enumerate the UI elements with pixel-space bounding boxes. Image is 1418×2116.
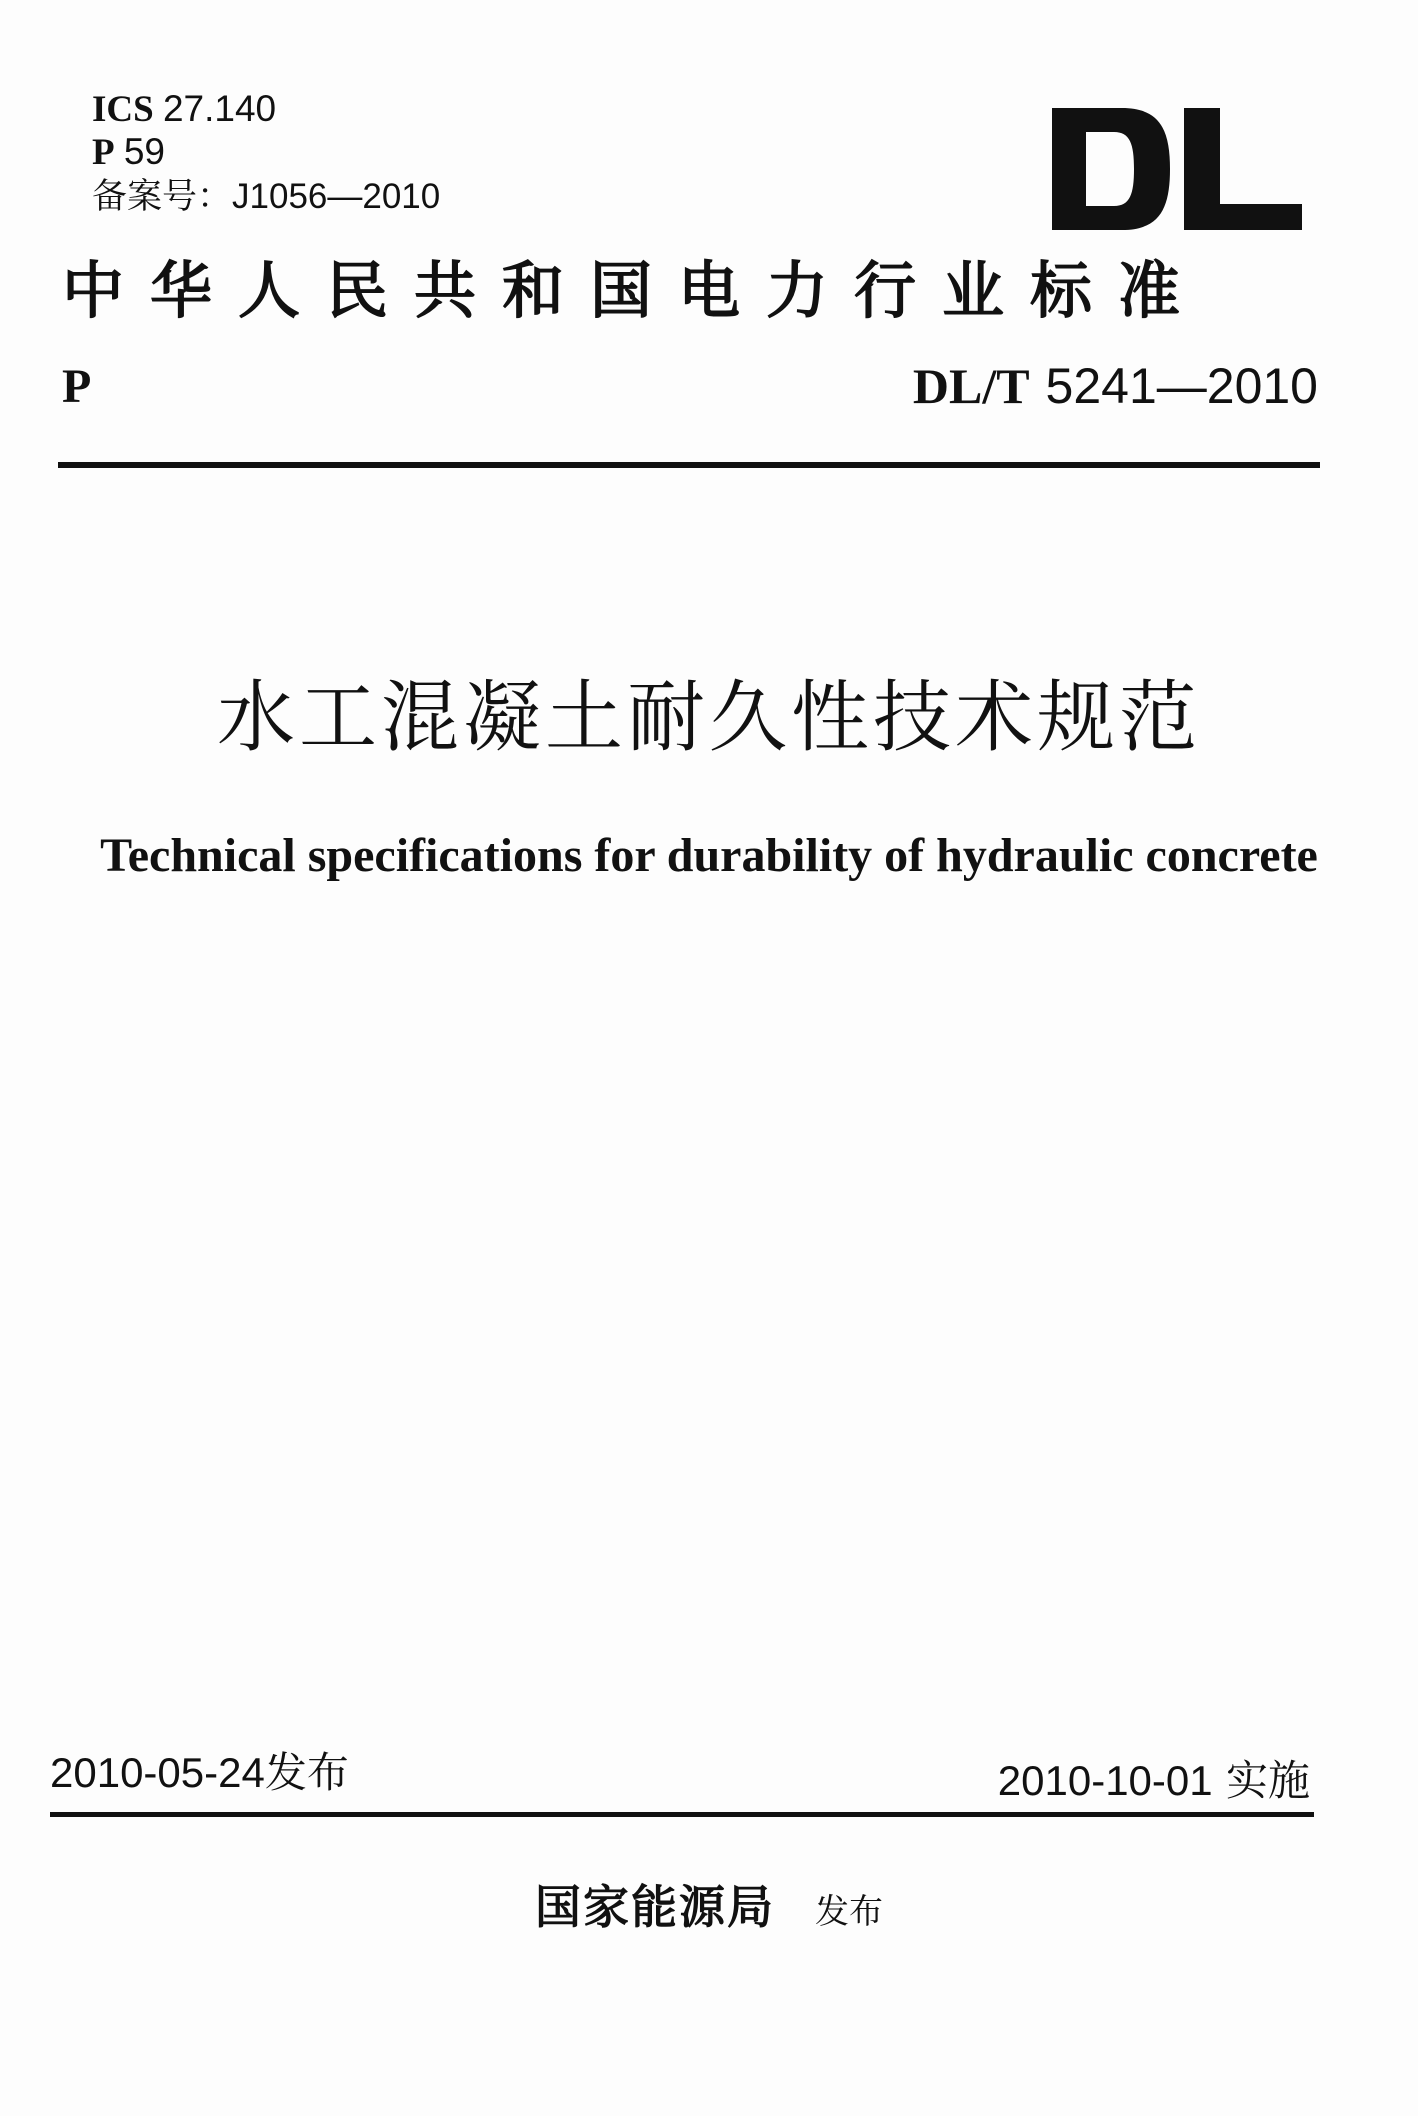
dl-logo xyxy=(1052,108,1302,230)
category-code: P xyxy=(62,360,92,413)
issue-date xyxy=(50,1748,349,1798)
record-value: J1056—2010 xyxy=(232,177,441,216)
implement-date-label: 实施 xyxy=(1225,1756,1310,1805)
issue-date-value: 2010-05-24 xyxy=(50,1749,265,1796)
implement-date xyxy=(998,1756,1310,1806)
ics-value: 27.140 xyxy=(162,88,277,129)
bottom-divider xyxy=(50,1812,1314,1817)
ics-label: ICS xyxy=(92,89,154,130)
standard-code-number: 5241—2010 xyxy=(1045,358,1318,414)
publisher-action: 发布 xyxy=(815,1892,883,1932)
publisher-name: 国家能源局 xyxy=(535,1880,775,1934)
implement-date-value: 2010-10-01 xyxy=(997,1757,1213,1804)
document-title-english: Technical specifications for durability of hydraulic concrete xyxy=(100,829,1318,882)
standard-code xyxy=(913,358,1318,414)
issue-date-label: 发布 xyxy=(264,1748,349,1797)
logo-letter-l xyxy=(1184,108,1302,230)
record-number xyxy=(92,176,440,218)
logo-letter-d xyxy=(1052,108,1170,230)
record-label: 备案号： xyxy=(92,177,233,217)
publisher xyxy=(0,1880,1418,1939)
class-label: P xyxy=(92,132,115,173)
top-divider xyxy=(58,462,1320,468)
standard-type-title: 中华人民共和国电力行业标准 xyxy=(62,254,1207,327)
document-title-chinese: 水工混凝土耐久性技术规范 xyxy=(216,673,1201,763)
class-value: 59 xyxy=(123,131,166,172)
ics-line xyxy=(92,88,276,131)
class-line xyxy=(92,131,276,174)
classification-codes xyxy=(92,88,276,174)
standard-code-prefix: DL/T xyxy=(912,358,1030,414)
